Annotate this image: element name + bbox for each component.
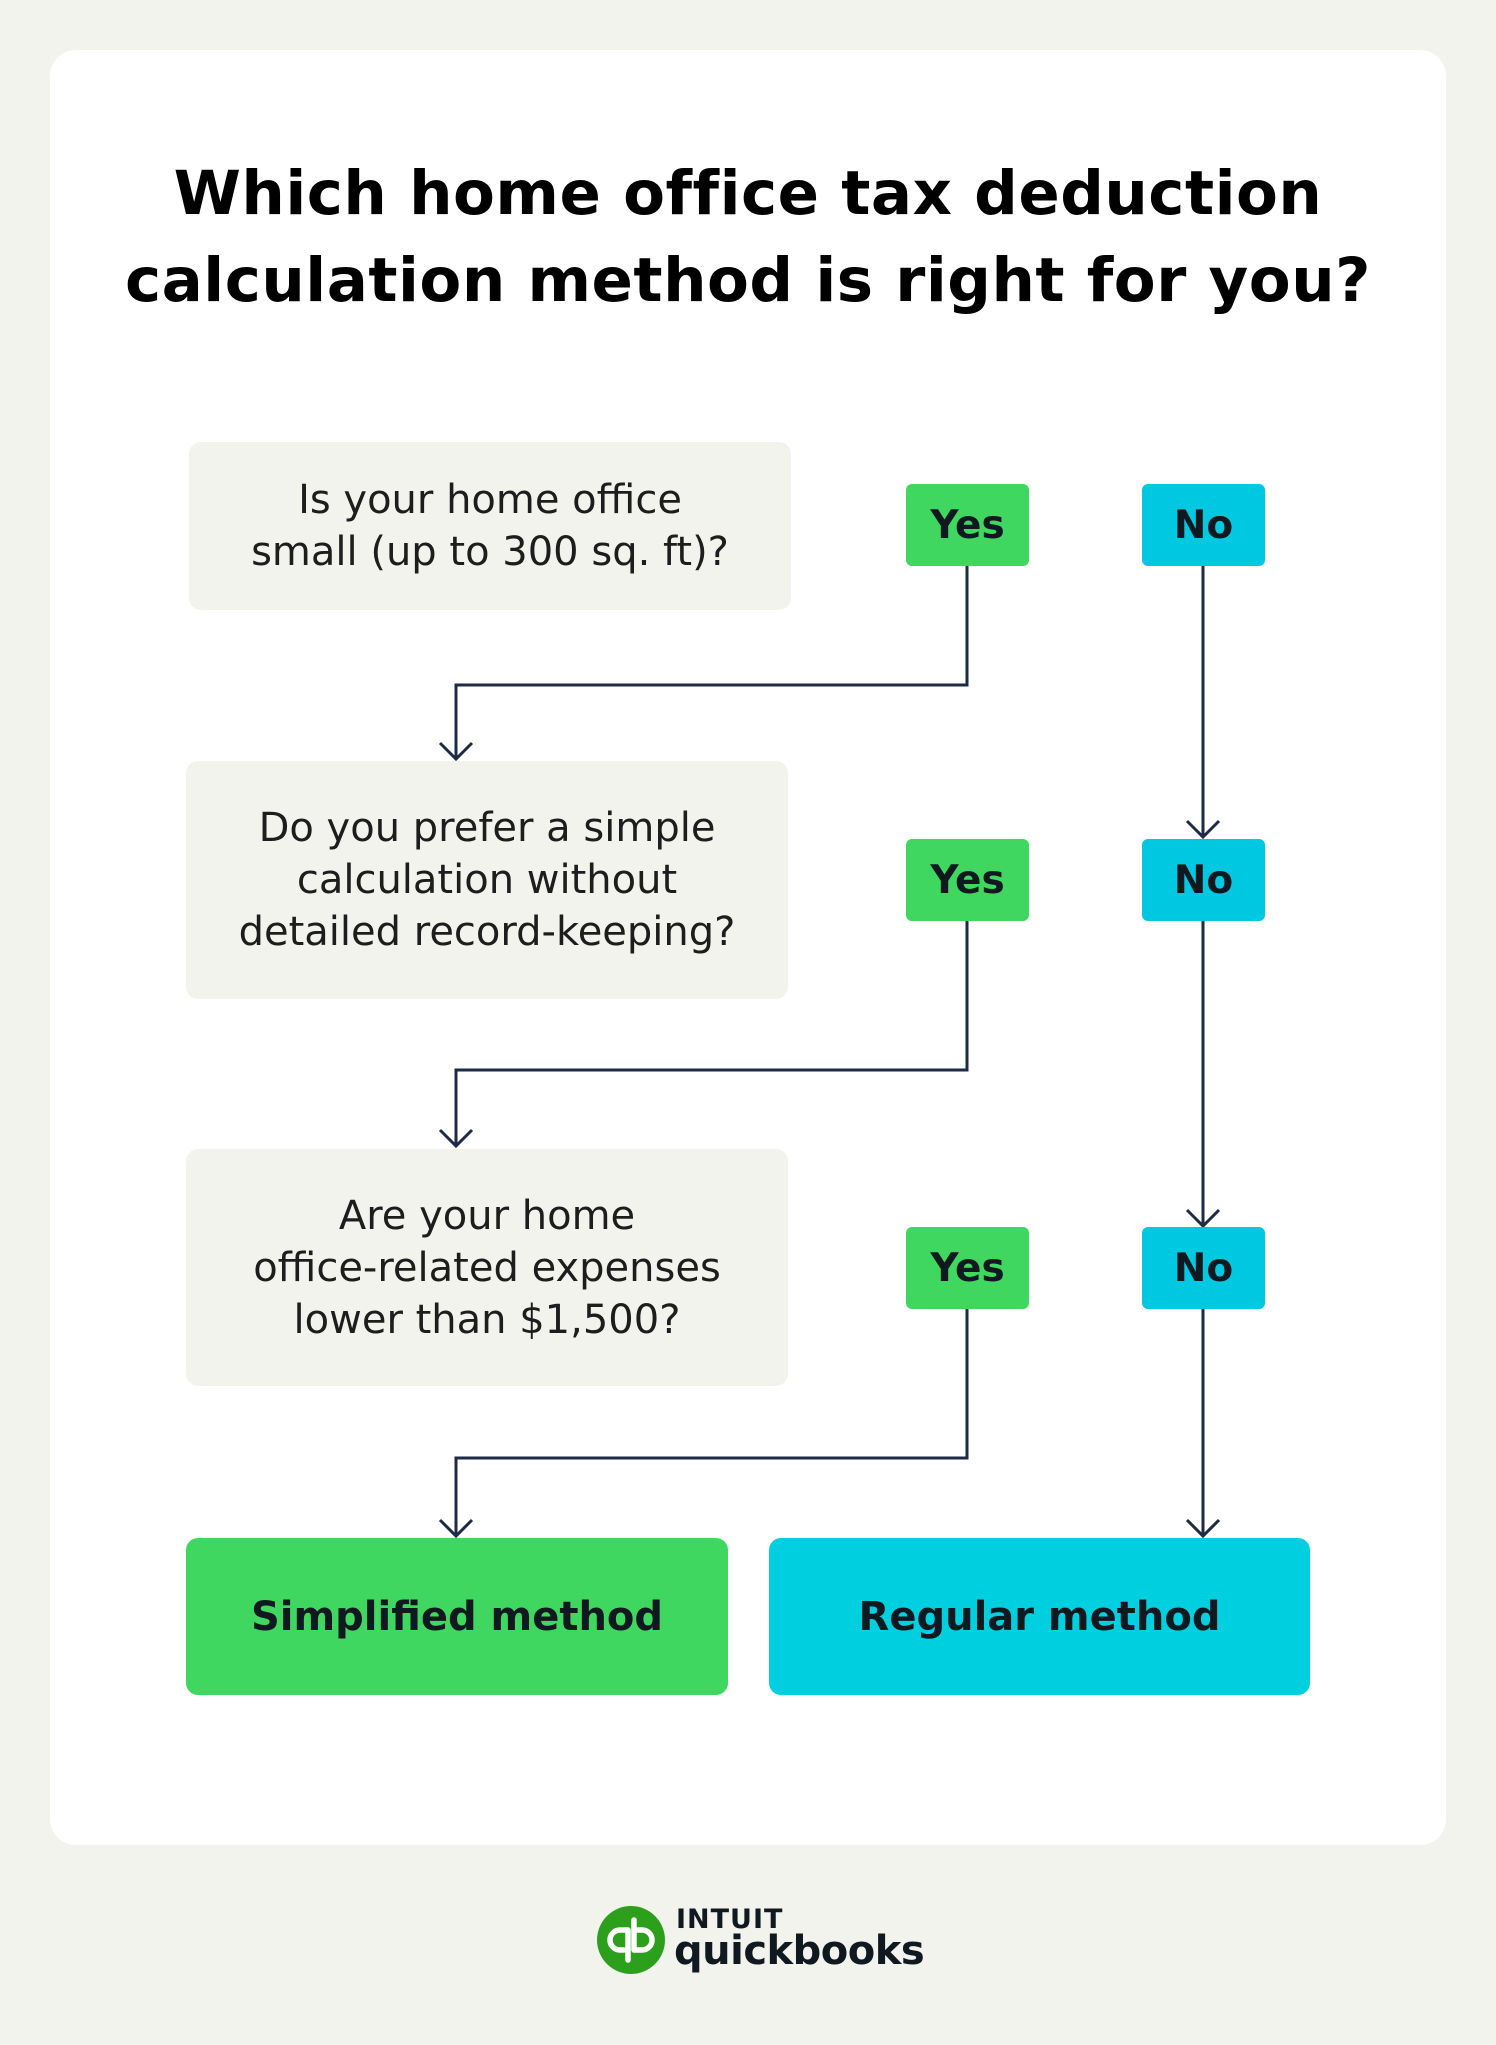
no-badge-2: No <box>1142 839 1265 921</box>
quickbooks-logo-icon <box>597 1906 665 1974</box>
question-box-2 <box>186 761 788 999</box>
logo-intuit-text: INTUIT <box>676 1904 784 1935</box>
result-simplified-method: Simplified method <box>186 1538 728 1695</box>
title-line-2: calculation method is right for you? <box>124 245 1372 316</box>
yes-badge-1: Yes <box>906 484 1029 566</box>
yes-badge-2: Yes <box>906 839 1029 921</box>
no-badge-1: No <box>1142 484 1265 566</box>
question-text-2: Do you prefer a simple calculation without detailed record-keeping? <box>238 805 736 955</box>
intuit-quickbooks-logo <box>597 1904 925 1990</box>
logo-quickbooks-text: quickbooks <box>674 1928 925 1974</box>
question-box-1 <box>189 442 791 610</box>
question-text-1: Is your home office small (up to 300 sq. ft)? <box>251 477 729 575</box>
no-badge-3: No <box>1142 1227 1265 1309</box>
result-regular-method: Regular method <box>769 1538 1310 1695</box>
yes-badge-3: Yes <box>906 1227 1029 1309</box>
question-box-3 <box>186 1149 788 1386</box>
question-text-3: Are your home office-related expenses lower than $1,500? <box>253 1192 721 1343</box>
title-line-1: Which home office tax deduction <box>173 158 1323 229</box>
